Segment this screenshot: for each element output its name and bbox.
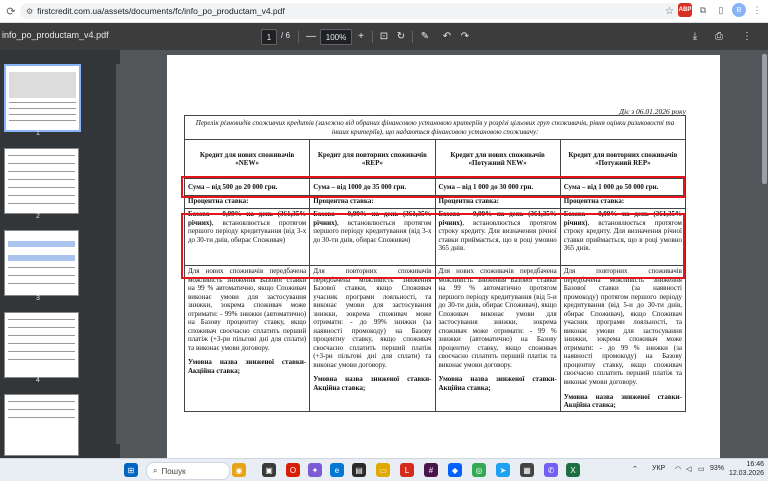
zoom-input[interactable]: 100% [320, 29, 352, 45]
windows-start-icon[interactable]: ⊞ [124, 463, 138, 477]
thumbnail-page-4[interactable] [4, 312, 79, 378]
toolbar-divider [298, 31, 299, 43]
excel-icon[interactable]: X [566, 463, 580, 477]
app-icon[interactable]: ▦ [520, 463, 534, 477]
description-text: Для нових споживачів передбачена можливість зниження Базової ставки на 99 % автоматично протягом першого періоду кредитування (від 5-и до 30-ти днів, обирає Споживач), якщо Споживач виконає умови для застосування знижки, зокрема споживач може отримати: - 99 % знижки (автоматично) на Базову процентну ставку, якщо споживач своєчасно сплатить перший платіж та виконає умови договору. [438, 267, 557, 369]
page-scrollbar[interactable] [762, 54, 767, 184]
dropbox-icon[interactable]: ◆ [448, 463, 462, 477]
search-placeholder: Пошук [161, 466, 186, 476]
adblock-extension-icon[interactable]: ABP [678, 3, 692, 17]
thumbnail-number: 3 [36, 295, 40, 302]
wifi-icon[interactable]: ◠ [675, 466, 682, 473]
discount-description [185, 266, 310, 412]
thumbnail-number: 4 [36, 377, 40, 384]
page-total: / 6 [281, 31, 290, 40]
thumbnail-number: 1 [36, 130, 40, 137]
rate-details: , встановлюється протягом першого періоду кредитування (від 3-х до 30-ти днів, обирає Споживач) [188, 218, 307, 244]
description-text: Для нових споживачів передбачена можливість зниження Базової ставки на 99 % автоматично, якщо Споживач виконає умови для застосування знижки, зокрема споживач може отримати: - 99% знижки (автоматично) на Базову процентну ставку, якщо споживач своєчасно сплатить перший платіж (+3-ри пільгові дні для сплати) та виконає умови договору. [188, 267, 307, 352]
zoom-in-button[interactable]: + [358, 30, 364, 42]
bookmark-star-icon[interactable]: ☆ [665, 5, 674, 17]
loan-sum: Сума – від 500 до 20 000 грн. [185, 179, 310, 196]
base-rate: Базова – 0,99% на день (361,35% річних) [563, 210, 682, 227]
column-header: Кредит для повторних споживачів «Потужний REP» [560, 140, 685, 179]
promo-rate-name: Умовна назва зниженої ставки- Акційна ставка; [188, 358, 307, 375]
profile-avatar[interactable]: B [732, 3, 746, 17]
rate-label: Процентна ставка: [185, 196, 310, 209]
task-view-icon[interactable]: ▣ [262, 463, 276, 477]
sidepanel-icon[interactable]: ▯ [718, 4, 724, 15]
viber-icon[interactable]: ✆ [544, 463, 558, 477]
promo-rate-name: Умовна назва зниженої ставки- Акційна ставка; [313, 375, 432, 392]
toolbar-divider [372, 31, 373, 43]
telegram-icon[interactable]: ➤ [496, 463, 510, 477]
app-l-icon[interactable]: L [400, 463, 414, 477]
chrome-icon[interactable]: ◎ [472, 463, 486, 477]
more-options-icon[interactable]: ⋮ [742, 30, 752, 42]
site-info-icon[interactable]: ⚙ [26, 6, 34, 16]
thumbnail-page-1[interactable] [4, 64, 81, 132]
tray-chevron-icon[interactable]: ⌃ [632, 466, 638, 473]
file-explorer-icon[interactable]: ▤ [352, 463, 366, 477]
rate-label: Процентна ставка: [310, 196, 435, 209]
rate-details: , встановлюється протягом строку кредиту. Для визначення річної ставки приймається, що в році умовно 365 днів. [438, 218, 557, 253]
page-number-input[interactable]: 1 [261, 29, 277, 45]
draw-icon[interactable]: ✎ [420, 30, 430, 42]
taskbar [0, 458, 768, 481]
download-icon[interactable]: ⤓ [692, 30, 698, 42]
battery-percent: 93% [710, 465, 725, 472]
fit-page-icon[interactable]: ⊡ [379, 30, 389, 42]
browser-toolbar [0, 0, 768, 23]
base-rate: Базова – 0,99% на день (361,35% річних) [313, 210, 432, 227]
slack-icon[interactable]: # [424, 463, 438, 477]
zoom-out-button[interactable]: — [306, 30, 316, 42]
system-clock[interactable] [729, 461, 764, 479]
widget-icon[interactable]: ◉ [232, 463, 246, 477]
base-rate: Базова – 0,99% на день (361,35% річних) [188, 210, 307, 227]
description-text: Для повторних споживачів передбачена можливість зниження Базової ставки, якщо Споживач учасник програми лояльності, та виконає умови для застосування знижки, зокрема споживач може отримати: - до 99% знижки (за наявності промокоду) на Базову процентну ставку, якщо споживач своєчасно сплатить перший платіж (+3-ри пільгові дні для сплати) та виконає умови договору. [313, 267, 432, 369]
description-text: Для повторних споживачів передбачена можливість зниження Базової ставки (за наявності промокоду) протягом першого періоду кредитування (від 5-и до 30-ти днів, обирає Споживач), якщо Споживач учасник програми лояльності, та виконає умови для застосування знижки, зокрема споживач може отримати: - до 99 % знижки (за наявності промокоду) на Базову процентну ставку, якщо споживач своєчасно сплатить перший платіж та виконає умови договору. [563, 267, 682, 386]
menu-kebab-icon[interactable]: ⋮ [752, 4, 762, 15]
thumbnail-number: 2 [36, 213, 40, 220]
keyboard-language[interactable]: УКР [652, 465, 666, 472]
rate-label: Процентна ставка: [435, 196, 560, 209]
pdf-toolbar [0, 23, 768, 50]
taskbar-search[interactable] [146, 462, 230, 480]
address-bar[interactable] [20, 3, 680, 19]
undo-icon[interactable]: ↶ [442, 30, 452, 42]
thumbnail-page-2[interactable] [4, 148, 79, 214]
column-header: Кредит для повторних споживачів «REP» [310, 140, 435, 179]
promo-rate-name: Умовна назва зниженої ставки- Акційна ставка; [563, 392, 682, 410]
reload-icon[interactable]: ⟳ [6, 5, 16, 18]
toolbar-divider [412, 31, 413, 43]
base-rate: Базова – 0,99% на день (361,35% річних) [438, 210, 557, 227]
discount-description [435, 266, 560, 412]
loan-sum: Сума – від 1 000 до 30 000 грн. [435, 179, 560, 196]
loan-sum: Сума – від 1000 до 35 000 грн. [310, 179, 435, 196]
rate-details: , встановлюється протягом строку кредиту. Для визначення річної ставки приймається, що в році умовно 365 днів. [563, 218, 682, 253]
volume-icon[interactable]: ◁ [686, 466, 692, 473]
folder-icon[interactable]: ▭ [376, 463, 390, 477]
rotate-icon[interactable]: ↻ [396, 30, 406, 42]
sidebar-scrollbar[interactable] [116, 64, 120, 444]
effective-date: Діє з 06.01.2026 року [619, 107, 686, 116]
highlight-rate-row [181, 213, 685, 279]
thumbnail-page-3[interactable] [4, 230, 79, 296]
print-icon[interactable]: ⎙ [715, 30, 723, 42]
column-header: Кредит для нових споживачів «Потужний NEW» [435, 140, 560, 179]
table-intro: Перелік різновидів споживчих кредитів (залежно від обраних фінансовою установою критеріїв у розрізі цільових груп споживачів, рівня оцінки ризиковості та інших критеріїв), що надаються фінансовою установою споживачу: [185, 116, 686, 140]
loan-sum: Сума – від 1 000 до 50 000 грн. [560, 179, 685, 196]
opera-icon[interactable]: O [286, 463, 300, 477]
battery-icon[interactable]: ▭ [698, 466, 705, 473]
thumbnail-page-5[interactable] [4, 394, 79, 456]
extensions-area [678, 3, 764, 17]
url-text: firstcredit.com.ua/assets/documents/fc/info_po_productam_v4.pdf [37, 6, 285, 16]
discount-description [560, 266, 685, 412]
redo-icon[interactable]: ↷ [460, 30, 470, 42]
rate-details: , встановлюється протягом першого періоду кредитування (від 3-х до 30-ти днів, обирає Споживач) [313, 218, 432, 244]
discount-description [310, 266, 435, 412]
thumbnail-sidebar [0, 50, 120, 458]
promo-rate-name: Умовна назва зниженої ставки- Акційна ставка; [438, 375, 557, 392]
clock-date: 12.03.2026 [728, 469, 764, 477]
pdf-filename: info_po_productam_v4.pdf [2, 30, 109, 40]
pdf-page [167, 55, 720, 458]
rate-label: Процентна ставка: [560, 196, 685, 209]
extensions-puzzle-icon[interactable]: ⧉ [699, 4, 707, 15]
clock-time: 16:46 [746, 461, 764, 468]
pdf-viewer [0, 50, 768, 458]
column-header: Кредит для нових споживачів «NEW» [185, 140, 310, 179]
edge-icon[interactable]: e [330, 463, 344, 477]
highlight-sum-row [181, 176, 685, 198]
search-icon: ⌕ [153, 466, 158, 475]
copilot-icon[interactable]: ✦ [308, 463, 322, 477]
